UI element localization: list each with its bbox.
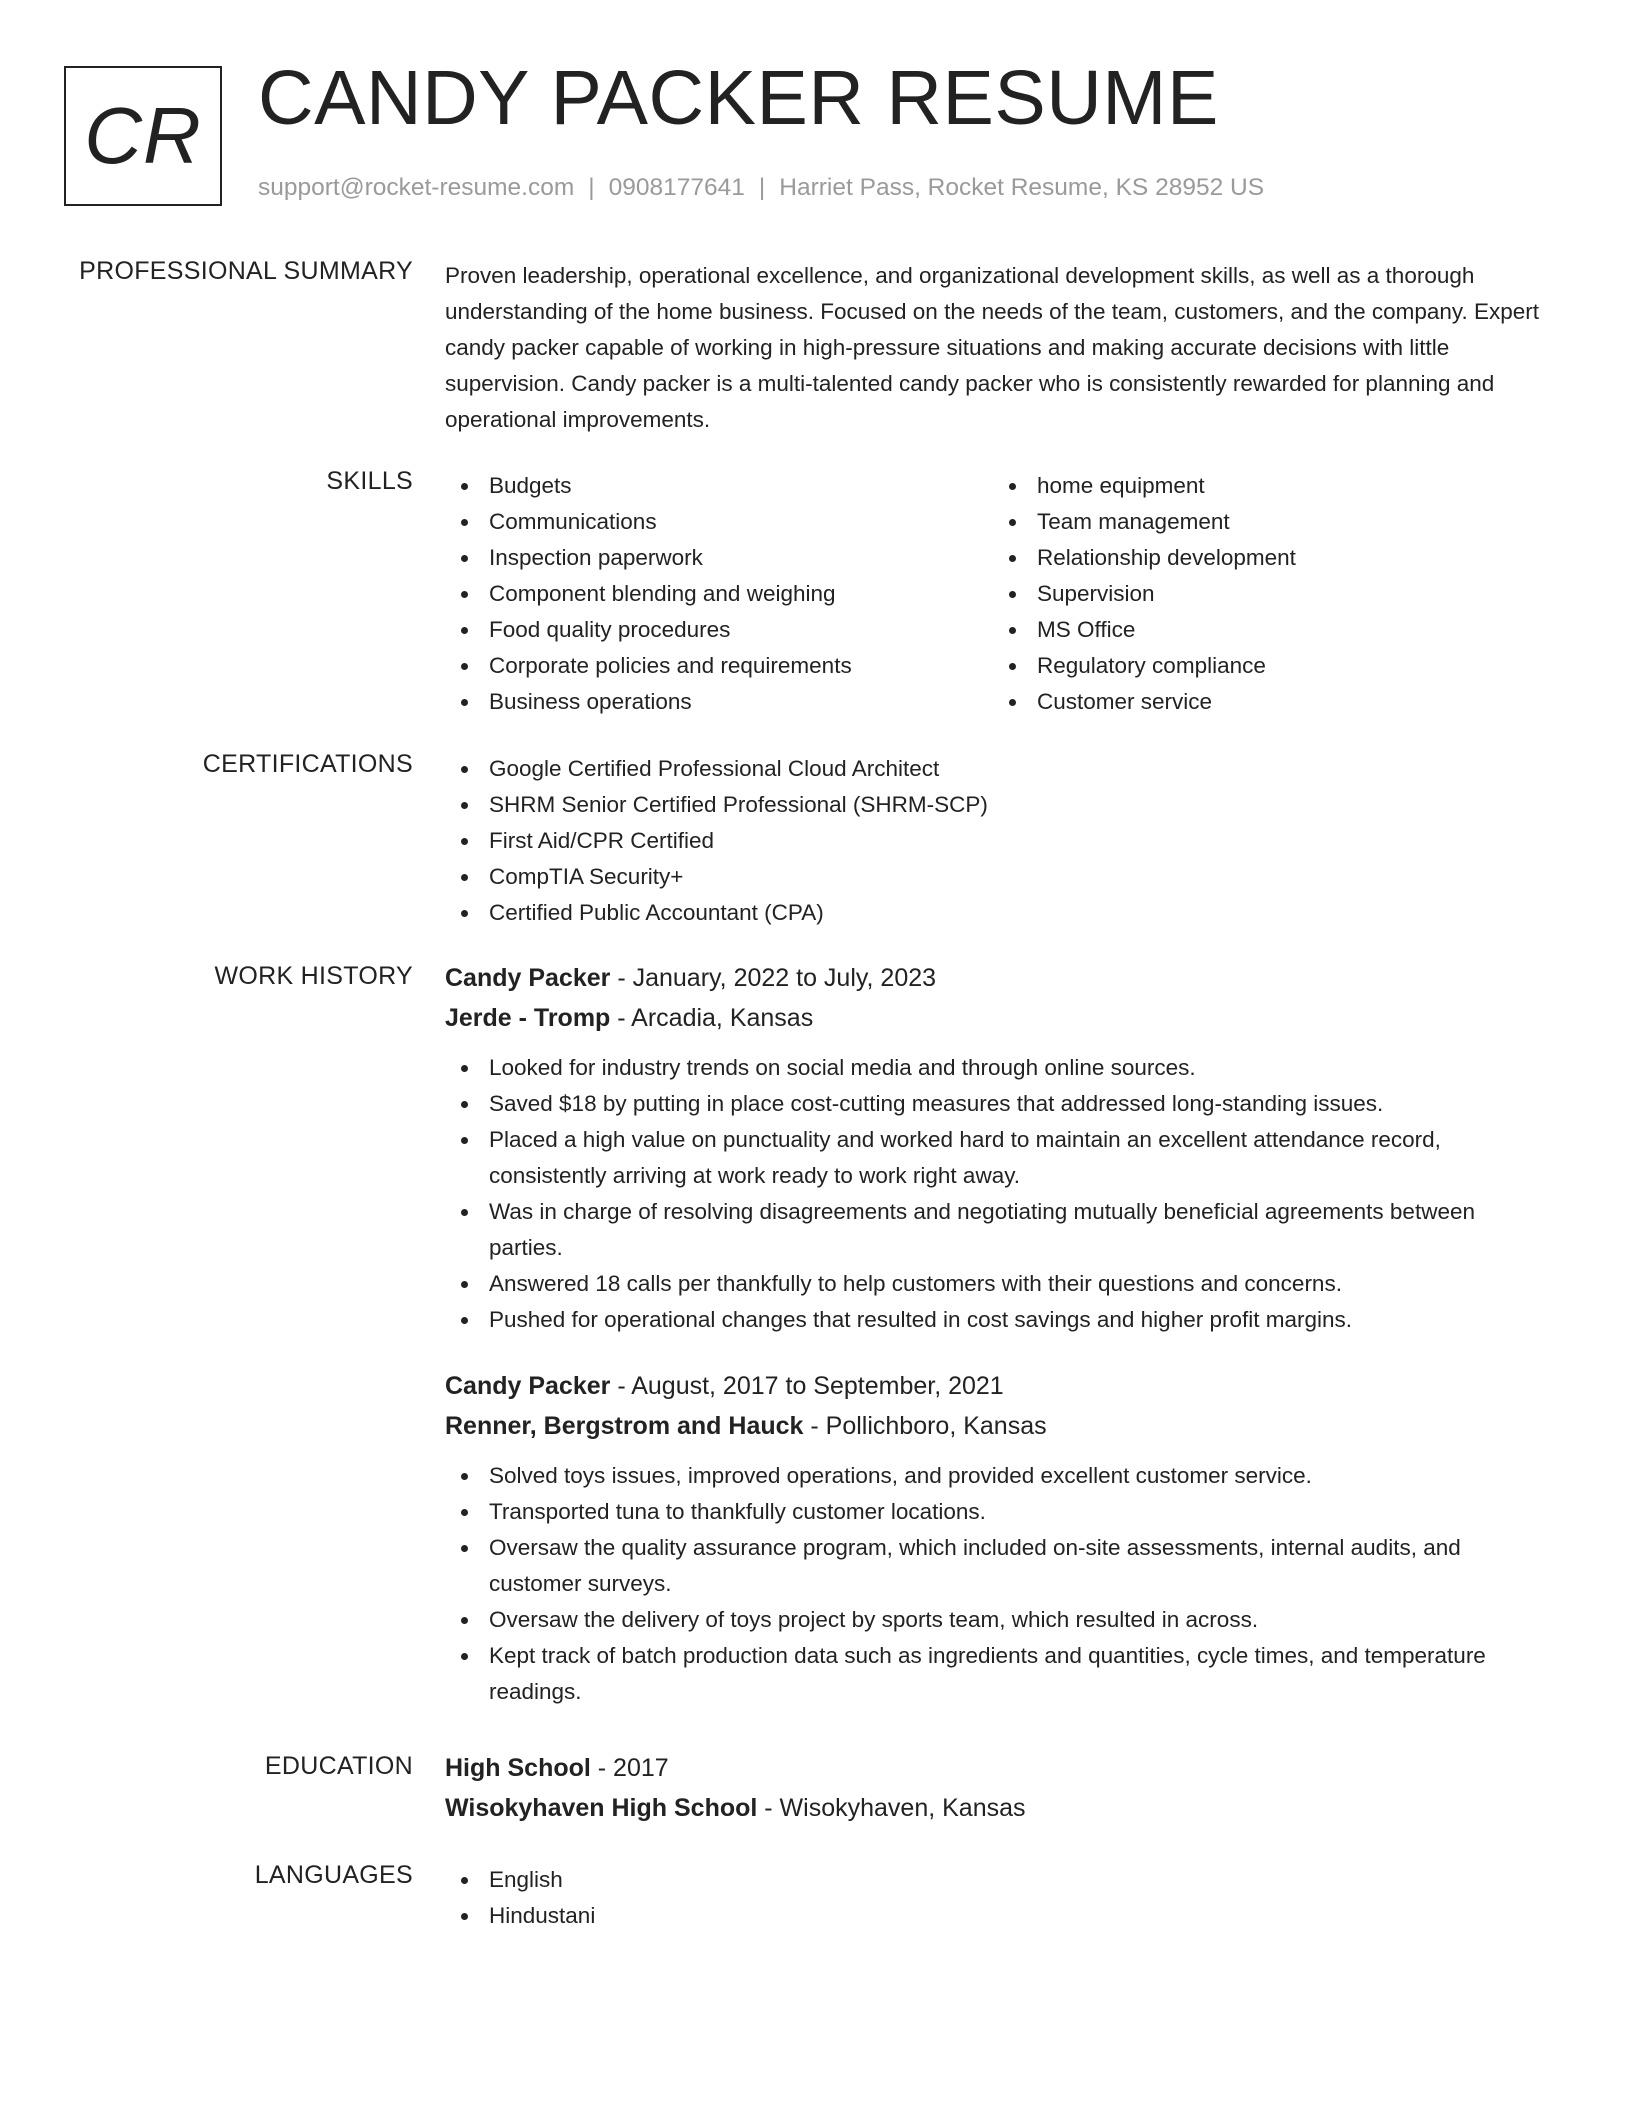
section-label-languages: LANGUAGES bbox=[254, 1861, 413, 1889]
skill-item: MS Office bbox=[993, 612, 1541, 648]
job-bullet: Oversaw the quality assurance program, which included on-site assessments, internal audits, and customer surveys. bbox=[445, 1530, 1555, 1602]
skills-body bbox=[445, 468, 1555, 720]
skills-list-right bbox=[993, 468, 1541, 720]
skill-item: Corporate policies and requirements bbox=[445, 648, 993, 684]
monogram-badge bbox=[64, 66, 222, 206]
job-dates: - August, 2017 to September, 2021 bbox=[610, 1372, 1004, 1400]
job-title-line bbox=[445, 958, 1555, 998]
language-item: Hindustani bbox=[445, 1898, 1555, 1934]
section-label-certifications: CERTIFICATIONS bbox=[202, 750, 413, 778]
skill-item: Inspection paperwork bbox=[445, 540, 993, 576]
job-bullet: Was in charge of resolving disagreements and negotiating mutually beneficial agreements between parties. bbox=[445, 1194, 1555, 1266]
job-bullets bbox=[445, 1458, 1555, 1710]
job-location: - Arcadia, Kansas bbox=[610, 1004, 814, 1032]
resume-title: CANDY PACKER RESUME bbox=[258, 55, 1219, 141]
skill-item: Customer service bbox=[993, 684, 1541, 720]
job-company-line bbox=[445, 998, 1555, 1038]
job-entry bbox=[445, 1366, 1555, 1710]
skill-item: Relationship development bbox=[993, 540, 1541, 576]
job-bullet: Placed a high value on punctuality and worked hard to maintain an excellent attendance record, consistently arriving at work ready to work right away. bbox=[445, 1122, 1555, 1194]
contact-phone: 0908177641 bbox=[608, 174, 745, 201]
languages-list bbox=[445, 1862, 1555, 1934]
skill-item: Budgets bbox=[445, 468, 993, 504]
education-school-line bbox=[445, 1788, 1555, 1828]
skill-item: Communications bbox=[445, 504, 993, 540]
job-bullet: Transported tuna to thankfully customer locations. bbox=[445, 1494, 1555, 1530]
certifications-list bbox=[445, 751, 1555, 931]
job-entry bbox=[445, 958, 1555, 1338]
job-bullet: Solved toys issues, improved operations, and provided excellent customer service. bbox=[445, 1458, 1555, 1494]
job-company: Renner, Bergstrom and Hauck bbox=[445, 1412, 804, 1440]
skill-item: Regulatory compliance bbox=[993, 648, 1541, 684]
skill-item: home equipment bbox=[993, 468, 1541, 504]
job-bullet: Saved $18 by putting in place cost-cutting measures that addressed long-standing issues. bbox=[445, 1086, 1555, 1122]
certification-item: Certified Public Accountant (CPA) bbox=[445, 895, 1555, 931]
summary-body bbox=[445, 258, 1555, 438]
certifications-body bbox=[445, 751, 1555, 931]
section-label-education: EDUCATION bbox=[264, 1752, 413, 1780]
certification-item: First Aid/CPR Certified bbox=[445, 823, 1555, 859]
skill-item: Component blending and weighing bbox=[445, 576, 993, 612]
job-bullet: Pushed for operational changes that resulted in cost savings and higher profit margins. bbox=[445, 1302, 1555, 1338]
job-title: Candy Packer bbox=[445, 1372, 611, 1400]
work-history-body bbox=[445, 958, 1555, 1710]
section-label-summary: PROFESSIONAL SUMMARY bbox=[79, 257, 413, 285]
skill-item: Supervision bbox=[993, 576, 1541, 612]
skill-item: Team management bbox=[993, 504, 1541, 540]
education-school: Wisokyhaven High School bbox=[445, 1794, 758, 1822]
contact-separator: | bbox=[588, 174, 595, 201]
job-title: Candy Packer bbox=[445, 964, 611, 992]
job-bullets bbox=[445, 1050, 1555, 1338]
language-item: English bbox=[445, 1862, 1555, 1898]
job-bullet: Oversaw the delivery of toys project by sports team, which resulted in across. bbox=[445, 1602, 1555, 1638]
education-degree-line bbox=[445, 1748, 1555, 1788]
certification-item: Google Certified Professional Cloud Architect bbox=[445, 751, 1555, 787]
job-location: - Pollichboro, Kansas bbox=[803, 1412, 1047, 1440]
education-degree: High School bbox=[445, 1754, 591, 1782]
section-label-work-history: WORK HISTORY bbox=[214, 962, 413, 990]
education-year: - 2017 bbox=[590, 1754, 669, 1782]
contact-line bbox=[258, 174, 1264, 202]
skills-list-left bbox=[445, 468, 993, 720]
education-location: - Wisokyhaven, Kansas bbox=[757, 1794, 1026, 1822]
languages-body bbox=[445, 1862, 1555, 1934]
job-bullet: Answered 18 calls per thankfully to help customers with their questions and concerns. bbox=[445, 1266, 1555, 1302]
job-title-line bbox=[445, 1366, 1555, 1406]
job-company-line bbox=[445, 1406, 1555, 1446]
contact-email: support@rocket-resume.com bbox=[258, 174, 575, 201]
section-label-skills: SKILLS bbox=[326, 467, 413, 495]
contact-separator: | bbox=[758, 174, 766, 201]
monogram-initials: CR bbox=[84, 91, 202, 180]
summary-text: Proven leadership, operational excellence, and organizational development skills, as well as a thorough understanding of the home business. Focused on the needs of the team, customers, and the company. Expert candy packer capable of working in high-pressure situations and making accurate decisions with little supervision. Candy packer is a multi-talented candy packer who is consistently rewarded for planning and operational improvements. bbox=[445, 263, 1539, 432]
contact-address: Harriet Pass, Rocket Resume, KS 28952 US bbox=[779, 174, 1265, 201]
skill-item: Food quality procedures bbox=[445, 612, 993, 648]
certification-item: CompTIA Security+ bbox=[445, 859, 1555, 895]
education-body bbox=[445, 1748, 1555, 1840]
job-bullet: Looked for industry trends on social media and through online sources. bbox=[445, 1050, 1555, 1086]
skill-item: Business operations bbox=[445, 684, 993, 720]
certification-item: SHRM Senior Certified Professional (SHRM-SCP) bbox=[445, 787, 1555, 823]
job-dates: - January, 2022 to July, 2023 bbox=[610, 964, 937, 992]
job-bullet: Kept track of batch production data such as ingredients and quantities, cycle times, and temperature readings. bbox=[445, 1638, 1555, 1710]
job-company: Jerde - Tromp bbox=[445, 1004, 611, 1032]
